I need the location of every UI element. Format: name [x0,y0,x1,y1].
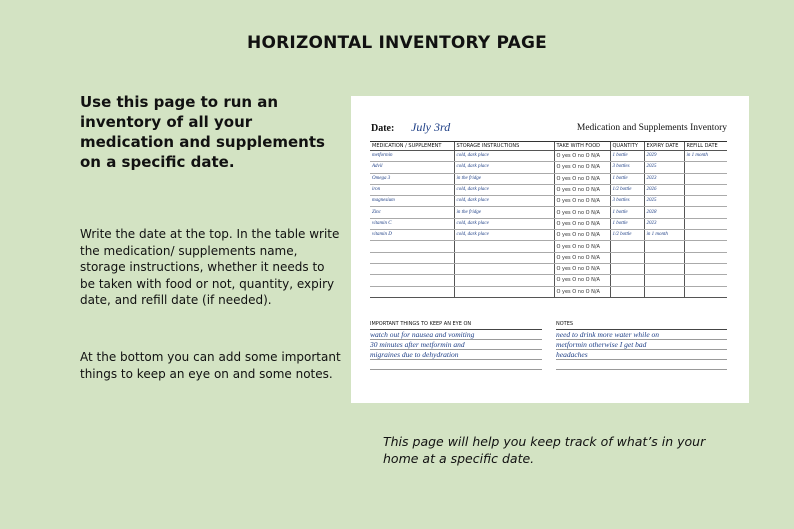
refill-cell [684,173,727,184]
table-row [370,241,727,252]
medication-cell [370,263,454,274]
take-with-food-cell: O yes O no O N/A [554,173,610,184]
expiry-cell: 2023 [644,218,684,229]
refill-cell [684,218,727,229]
expiry-cell: 2025 [644,196,684,207]
expiry-cell [644,263,684,274]
notes-line: metformin otherwise I get bad [556,340,727,350]
notes-section [556,321,727,381]
medication-cell: iron [370,184,454,195]
quantity-cell: 3 bottles [610,162,644,173]
col-expiry: EXPIRY DATE [644,142,684,151]
take-with-food-cell: O yes O no O N/A [554,263,610,274]
table-row [370,286,727,297]
col-quantity: QUANTITY [610,142,644,151]
take-with-food-cell: O yes O no O N/A [554,286,610,297]
medication-cell [370,286,454,297]
table-row [370,162,727,173]
take-with-food-cell: O yes O no O N/A [554,196,610,207]
table-row [370,151,727,162]
medication-cell [370,275,454,286]
table-row [370,196,727,207]
important-label: IMPORTANT THINGS TO KEEP AN EYE ON [370,321,542,330]
storage-cell: cold, dark place [454,230,554,241]
quantity-cell: 1 bottle [610,218,644,229]
refill-cell [684,162,727,173]
refill-cell [684,230,727,241]
refill-cell [684,196,727,207]
storage-cell: cold, dark place [454,162,554,173]
quantity-cell: 3 bottles [610,196,644,207]
refill-cell [684,286,727,297]
col-medication: MEDICATION / SUPPLEMENT [370,142,454,151]
quantity-cell [610,263,644,274]
storage-cell [454,252,554,263]
quantity-cell [610,286,644,297]
date-label: Date: [371,123,395,134]
quantity-cell: 1 bottle [610,173,644,184]
refill-cell [684,207,727,218]
medication-cell: vitamin D [370,230,454,241]
refill-cell [684,263,727,274]
refill-cell [684,184,727,195]
take-with-food-cell: O yes O no O N/A [554,162,610,173]
medication-cell: magnesium [370,196,454,207]
caption-text: This page will help you keep track of what’s in your home at a specific date. [383,434,706,466]
quantity-cell [610,275,644,286]
quantity-cell [610,241,644,252]
expiry-cell [644,286,684,297]
expiry-cell: 2026 [644,184,684,195]
medication-cell [370,241,454,252]
sheet-title: Medication and Supplements Inventory [576,123,727,133]
quantity-cell: 1/2 bottle [610,184,644,195]
storage-cell [454,275,554,286]
take-with-food-cell: O yes O no O N/A [554,207,610,218]
table-row [370,252,727,263]
medication-cell [370,252,454,263]
quantity-cell [610,252,644,263]
take-with-food-cell: O yes O no O N/A [554,241,610,252]
take-with-food-cell: O yes O no O N/A [554,230,610,241]
table-row [370,263,727,274]
medication-cell: Zinc [370,207,454,218]
inventory-sheet-preview [351,96,749,403]
expiry-cell: 2025 [644,162,684,173]
table-row [370,230,727,241]
take-with-food-cell: O yes O no O N/A [554,252,610,263]
table-header-row [370,142,727,151]
take-with-food-cell: O yes O no O N/A [554,218,610,229]
page-title: HORIZONTAL INVENTORY PAGE [247,33,547,53]
medication-cell: Advil [370,162,454,173]
medication-cell: metformin [370,151,454,162]
storage-cell [454,286,554,297]
take-with-food-cell: O yes O no O N/A [554,184,610,195]
important-line: 30 minutes after metformin and [370,340,542,350]
col-take-with-food: TAKE WITH FOOD [554,142,610,151]
storage-cell [454,241,554,252]
storage-cell [454,263,554,274]
take-with-food-cell: O yes O no O N/A [554,151,610,162]
refill-cell [684,275,727,286]
medication-cell: Omega 3 [370,173,454,184]
expiry-cell: 2023 [644,173,684,184]
bottom-notes-text: At the bottom you can add some important things to keep an eye on and some notes. [80,350,341,381]
intro-text: Use this page to run an inventory of all your medication and supplements on a specific date. [80,93,325,171]
take-with-food-cell: O yes O no O N/A [554,275,610,286]
table-row [370,207,727,218]
storage-cell: cold, dark place [454,218,554,229]
quantity-cell: 1 bottle [610,151,644,162]
important-section [370,321,542,381]
expiry-cell [644,241,684,252]
instructions-text: Write the date at the top. In the table write the medication/ supplements name, storage instructions, whether it needs to be taken with food or not, quantity, expiry date, and refill date (if needed). [80,227,340,307]
table-row [370,218,727,229]
table-row [370,184,727,195]
storage-cell: in the fridge [454,173,554,184]
expiry-cell: 2028 [644,207,684,218]
important-line: migraines due to dehydration [370,350,542,360]
quantity-cell: 1/2 bottle [610,230,644,241]
expiry-cell [644,252,684,263]
refill-cell [684,252,727,263]
notes-line: headaches [556,350,727,360]
storage-cell: in the fridge [454,207,554,218]
refill-cell: in 1 month [684,151,727,162]
important-line [370,360,542,370]
quantity-cell: 1 bottle [610,207,644,218]
inventory-table [370,141,727,298]
notes-label: NOTES [556,321,727,330]
storage-cell: cold, dark place [454,184,554,195]
table-row [370,275,727,286]
table-row [370,173,727,184]
expiry-cell: 2029 [644,151,684,162]
col-storage: STORAGE INSTRUCTIONS [454,142,554,151]
refill-cell [684,241,727,252]
important-line: watch out for nausea and vomiting [370,330,542,340]
notes-line [556,360,727,370]
storage-cell: cold, dark place [454,196,554,207]
col-refill: REFILL DATE [684,142,727,151]
date-value: July 3rd [411,120,451,134]
storage-cell: cold, dark place [454,151,554,162]
medication-cell: vitamin C [370,218,454,229]
expiry-cell [644,275,684,286]
sheet-header [371,120,727,138]
notes-line: need to drink more water while on [556,330,727,340]
expiry-cell: in 1 month [644,230,684,241]
